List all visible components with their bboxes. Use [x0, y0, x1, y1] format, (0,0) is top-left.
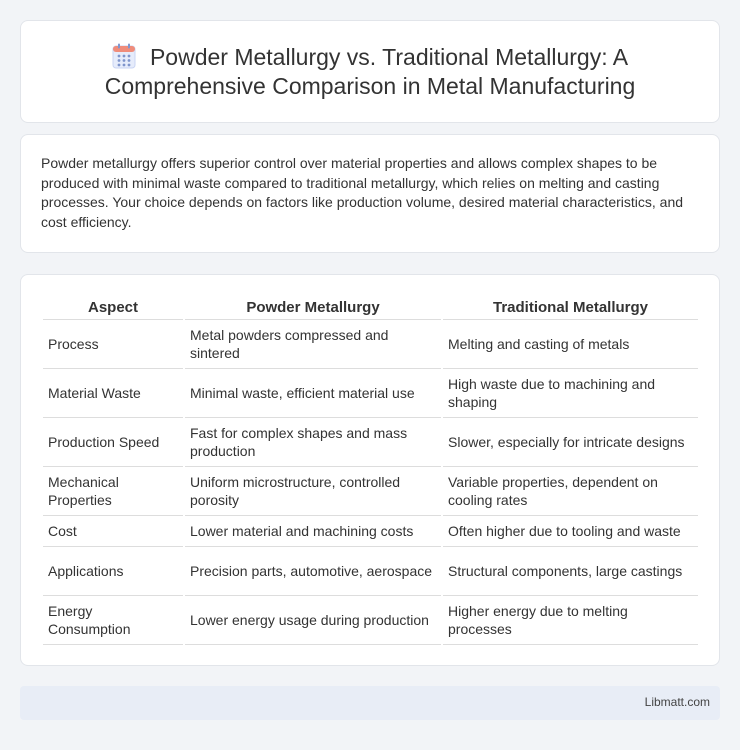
- table-row: [43, 466, 698, 515]
- row-traditional: Often higher due to tooling and waste: [442, 515, 698, 546]
- row-traditional: Variable properties, dependent on cooling rates: [442, 466, 698, 515]
- row-powder: Lower energy usage during production: [184, 595, 442, 644]
- row-aspect: Applications: [43, 546, 184, 595]
- intro-card: [20, 134, 720, 253]
- page-title-text: Powder Metallurgy vs. Traditional Metallurgy: A Comprehensive Comparison in Metal Manufacturing: [104, 43, 636, 99]
- page-title: [70, 43, 670, 101]
- row-aspect: Cost: [43, 515, 184, 546]
- row-traditional: Melting and casting of metals: [442, 319, 698, 368]
- comparison-table: [43, 297, 698, 645]
- row-aspect: Mechanical Properties: [43, 466, 184, 515]
- calendar-grid-icon: [112, 43, 136, 69]
- table-row: [43, 595, 698, 644]
- header-traditional-metallurgy: Traditional Metallurgy: [442, 297, 698, 319]
- row-powder: Minimal waste, efficient material use: [184, 368, 442, 417]
- footer-brand-link[interactable]: Libmatt.com: [644, 695, 710, 709]
- row-powder: Precision parts, automotive, aerospace: [184, 546, 442, 595]
- row-powder: Lower material and machining costs: [184, 515, 442, 546]
- row-aspect: Process: [43, 319, 184, 368]
- table-row: [43, 368, 698, 417]
- row-traditional: High waste due to machining and shaping: [442, 368, 698, 417]
- table-row: [43, 515, 698, 546]
- row-aspect: Energy Consumption: [43, 595, 184, 644]
- footer-bar: [20, 686, 720, 720]
- row-aspect: Production Speed: [43, 417, 184, 466]
- intro-paragraph: Powder metallurgy offers superior control over material properties and allows complex shapes to be produced with minimal waste compared to traditional metallurgy, which relies on melting and casting processes. Your choice depends on factors like production volume, desired material characteristics, and cost efficiency.: [41, 155, 684, 230]
- row-traditional: Higher energy due to melting processes: [442, 595, 698, 644]
- table-row: [43, 546, 698, 595]
- row-powder: Metal powders compressed and sintered: [184, 319, 442, 368]
- title-card: [20, 20, 720, 123]
- header-powder-metallurgy: Powder Metallurgy: [184, 297, 442, 319]
- row-traditional: Structural components, large castings: [442, 546, 698, 595]
- row-powder: Uniform microstructure, controlled porosity: [184, 466, 442, 515]
- comparison-table-card: [20, 274, 720, 666]
- table-row: [43, 319, 698, 368]
- table-row: [43, 417, 698, 466]
- row-traditional: Slower, especially for intricate designs: [442, 417, 698, 466]
- table-header-row: [43, 297, 698, 319]
- header-aspect: Aspect: [43, 297, 184, 319]
- row-aspect: Material Waste: [43, 368, 184, 417]
- row-powder: Fast for complex shapes and mass production: [184, 417, 442, 466]
